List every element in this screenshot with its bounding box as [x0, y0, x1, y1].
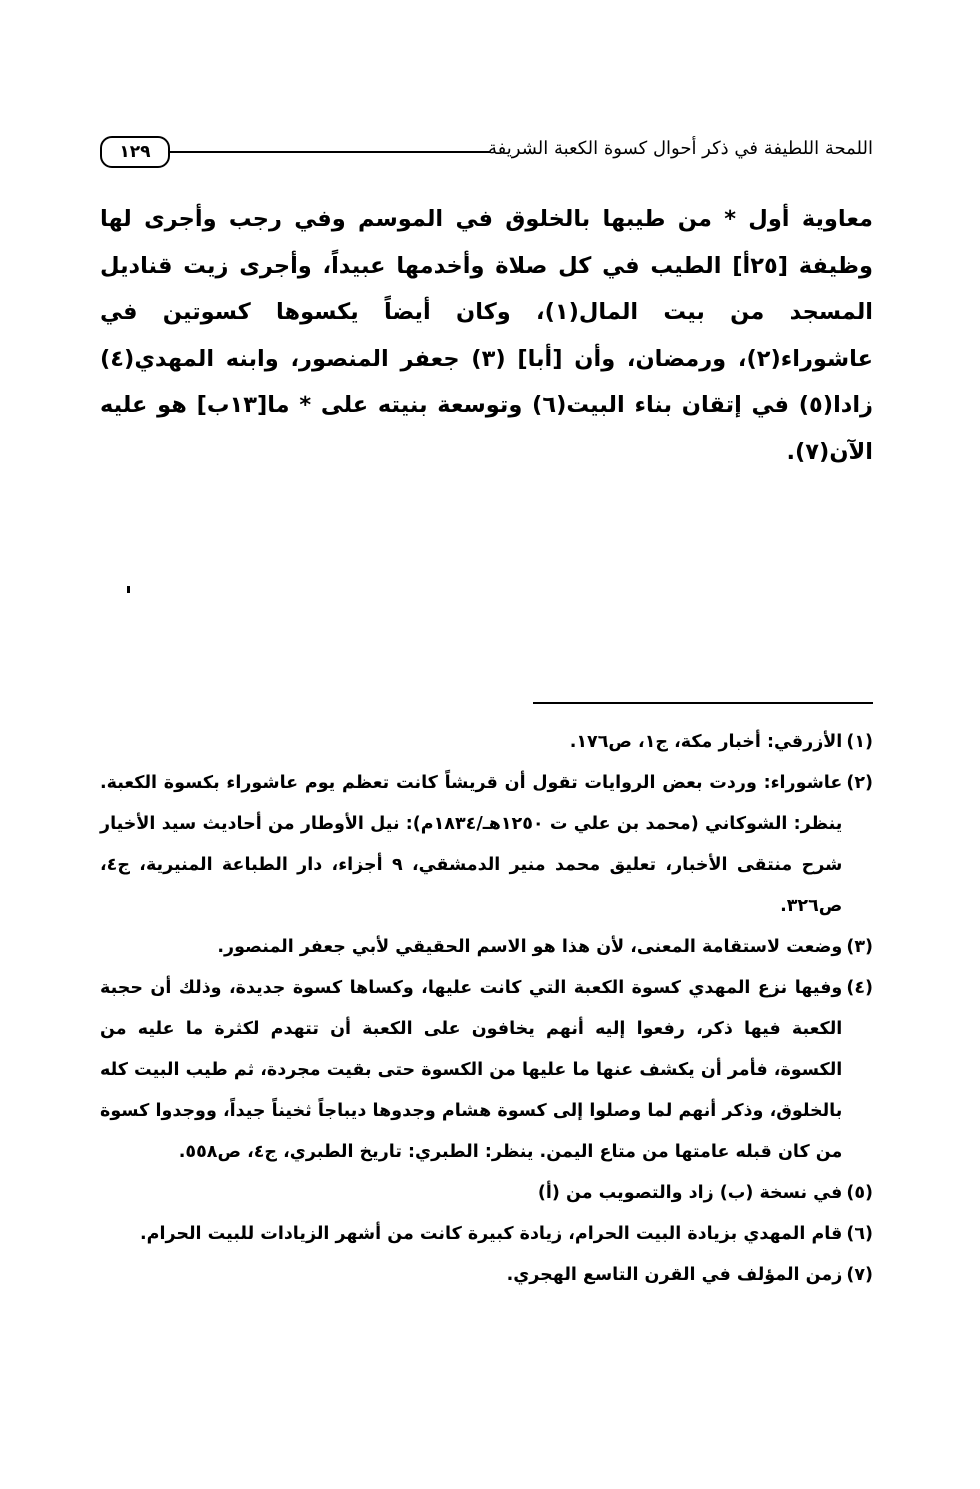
footnote-1: [100, 722, 873, 763]
footnote-marker: (٤): [846, 978, 873, 998]
footnote-6: [100, 1214, 873, 1255]
footnote-5: [100, 1173, 873, 1214]
footnote-marker: (٣): [846, 937, 873, 957]
running-title: اللمحة اللطيفة في ذكر أحوال كسوة الكعبة الشريفة: [488, 138, 873, 159]
page-number-badge: ١٢٩: [100, 136, 170, 168]
footnote-7: [100, 1255, 873, 1296]
footnote-4: [100, 968, 873, 1173]
footnote-text: وفيها نزع المهدي كسوة الكعبة التي كانت عليها، وكساها كسوة جديدة، وذلك أن حجبة الكعبة فيها ذكر، رفعوا إليه أنهم يخافون على الكعبة أن تتهدم لكثرة ما عليه من الكسوة، فأمر أن يكشف عنها ما عليها من الكسوة حتى بقيت مجردة، ثم طيب البيت كله بالخلوق، وذكر أنهم لما وصلوا إلى كسوة هشام وجدوها ديباجاً ثخيناً جيداً، ووجدوا كسوة من كان قبله عامتها من متاع اليمن. ينظر: الطبري: تاريخ الطبري، ج٤، ص٥٥٨.: [100, 978, 843, 1162]
header-rule: [170, 151, 490, 153]
running-header: [100, 136, 873, 176]
footnote-marker: (١): [846, 732, 873, 752]
footnote-text: وضعت لاستقامة المعنى، لأن هذا هو الاسم الحقيقي لأبي جعفر المنصور.: [217, 937, 843, 957]
footnote-separator: [533, 702, 873, 704]
footnote-text: عاشوراء: وردت بعض الروايات تقول أن قريشاً كانت تعظم يوم عاشوراء بكسوة الكعبة. ينظر: الشوكاني (محمد بن علي ت ١٢٥٠هـ/١٨٣٤م): نيل الأوطار من أحاديث سيد الأخيار شرح منتقى الأخبار، تعليق محمد منير الدمشقي، ٩ أجزاء، دار الطباعة المنيرية، ج٤، ص٣٢٦.: [100, 773, 843, 916]
footnotes-block: [100, 722, 873, 1296]
footnote-text: زمن المؤلف في القرن التاسع الهجري.: [506, 1265, 843, 1285]
main-paragraph: معاوية أول * من طيبها بالخلوق في الموسم وفي رجب وأجرى لها وظيفة [٢٥أ] الطيب في كل صلاة وأخدمها عبيداً، وأجرى زيت قناديل المسجد من بيت المال(١)، وكان أيضاً يكسوها كسوتين في عاشوراء(٢)، ورمضان، وأن [أبا] (٣) جعفر المنصور، وابنه المهدي(٤) زادا(٥) في إتقان بناء البيت(٦) وتوسعة بنيته على * ما[١٣ب] هو عليه الآن(٧).: [100, 206, 873, 465]
footnote-marker: (٥): [846, 1183, 873, 1203]
footnote-text: الأزرقي: أخبار مكة، ج١، ص١٧٦.: [569, 732, 843, 752]
footnote-marker: (٦): [846, 1224, 873, 1244]
footnote-2: [100, 763, 873, 927]
main-text-block: [100, 196, 873, 475]
footnote-marker: (٧): [846, 1265, 873, 1285]
footnote-3: [100, 927, 873, 968]
footnote-marker: (٢): [846, 773, 873, 793]
footnote-text: قام المهدي بزيادة البيت الحرام، زيادة كبيرة كانت من أشهر الزيادات للبيت الحرام.: [139, 1224, 843, 1244]
footnote-text: في نسخة (ب) زاد والتصويب من (أ): [537, 1183, 843, 1203]
stray-ink-mark: [127, 586, 130, 593]
